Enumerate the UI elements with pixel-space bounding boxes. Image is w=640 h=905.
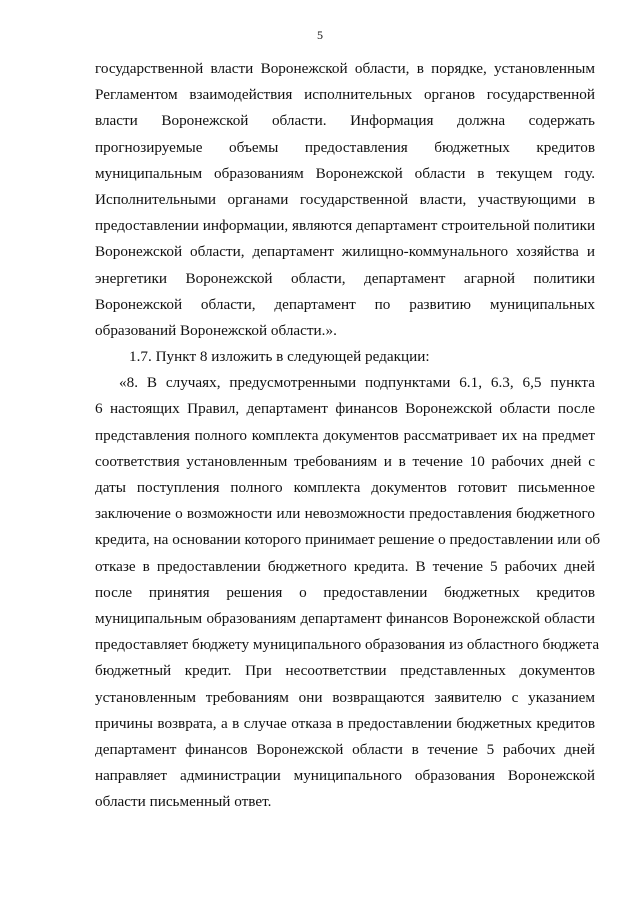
text-line: образований Воронежской области.». xyxy=(95,321,337,339)
text-line: даты поступления полного комплекта документов готовит письменное xyxy=(95,479,595,496)
text-line: отказе в предоставлении бюджетного кредита. В течение 5 рабочих дней xyxy=(95,557,595,575)
text-line: «8. В случаях, предусмотренными подпунктами 6.1, 6.3, 6,5 пункта xyxy=(119,374,595,392)
text-line: установленным требованиям они возвращаются заявителю с указанием xyxy=(95,688,595,706)
text-line: Воронежской области, департамент по развитию муниципальных xyxy=(95,295,595,313)
text-line: Воронежской области, департамент жилищно-коммунального хозяйства и xyxy=(95,243,595,261)
text-line: муниципальным образованиям Воронежской области в текущем году. xyxy=(95,164,595,182)
text-line: Исполнительными органами государственной власти, участвующими в xyxy=(95,190,595,208)
text-line: направляет администрации муниципального образования Воронежской xyxy=(95,767,595,785)
text-line: департамент финансов Воронежской области в течение 5 рабочих дней xyxy=(95,740,595,758)
text-line: Регламентом взаимодействия исполнительных органов государственной xyxy=(95,86,595,104)
text-line: энергетики Воронежской области, департамент агарной политики xyxy=(95,269,595,287)
text-line: предоставляет бюджету муниципального образования из областного бюджета xyxy=(95,636,600,654)
text-line: области письменный ответ. xyxy=(95,793,272,811)
text-line: власти Воронежской области. Информация должна содержать xyxy=(95,112,595,130)
text-line: причины возврата, а в случае отказа в предоставлении бюджетных кредитов xyxy=(95,714,595,732)
text-line: после принятия решения о предоставлении бюджетных кредитов xyxy=(95,583,595,601)
document-body xyxy=(95,56,601,815)
text-line: 1.7. Пункт 8 изложить в следующей редакции: xyxy=(129,348,430,366)
text-line: 6 настоящих Правил, департамент финансов Воронежской области после xyxy=(95,400,595,418)
text-line: государственной власти Воронежской области, в порядке, установленным xyxy=(95,60,595,77)
text-line: кредита, на основании которого принимает решение о предоставлении или об xyxy=(95,531,601,549)
text-line: предоставлении информации, являются департамент строительной политики xyxy=(95,217,596,235)
text-line: бюджетный кредит. При несоответствии представленных документов xyxy=(95,662,595,680)
text-line: муниципальным образованиям департамент финансов Воронежской области xyxy=(95,609,595,627)
text-line: представления полного комплекта документов рассматривает их на предмет xyxy=(95,426,595,444)
text-line: заключение о возможности или невозможности предоставления бюджетного xyxy=(95,505,595,523)
page-number: 5 xyxy=(317,28,323,42)
text-line: соответствия установленным требованиям и в течение 10 рабочих дней с xyxy=(95,452,595,470)
text-line: прогнозируемые объемы предоставления бюджетных кредитов xyxy=(95,138,595,156)
